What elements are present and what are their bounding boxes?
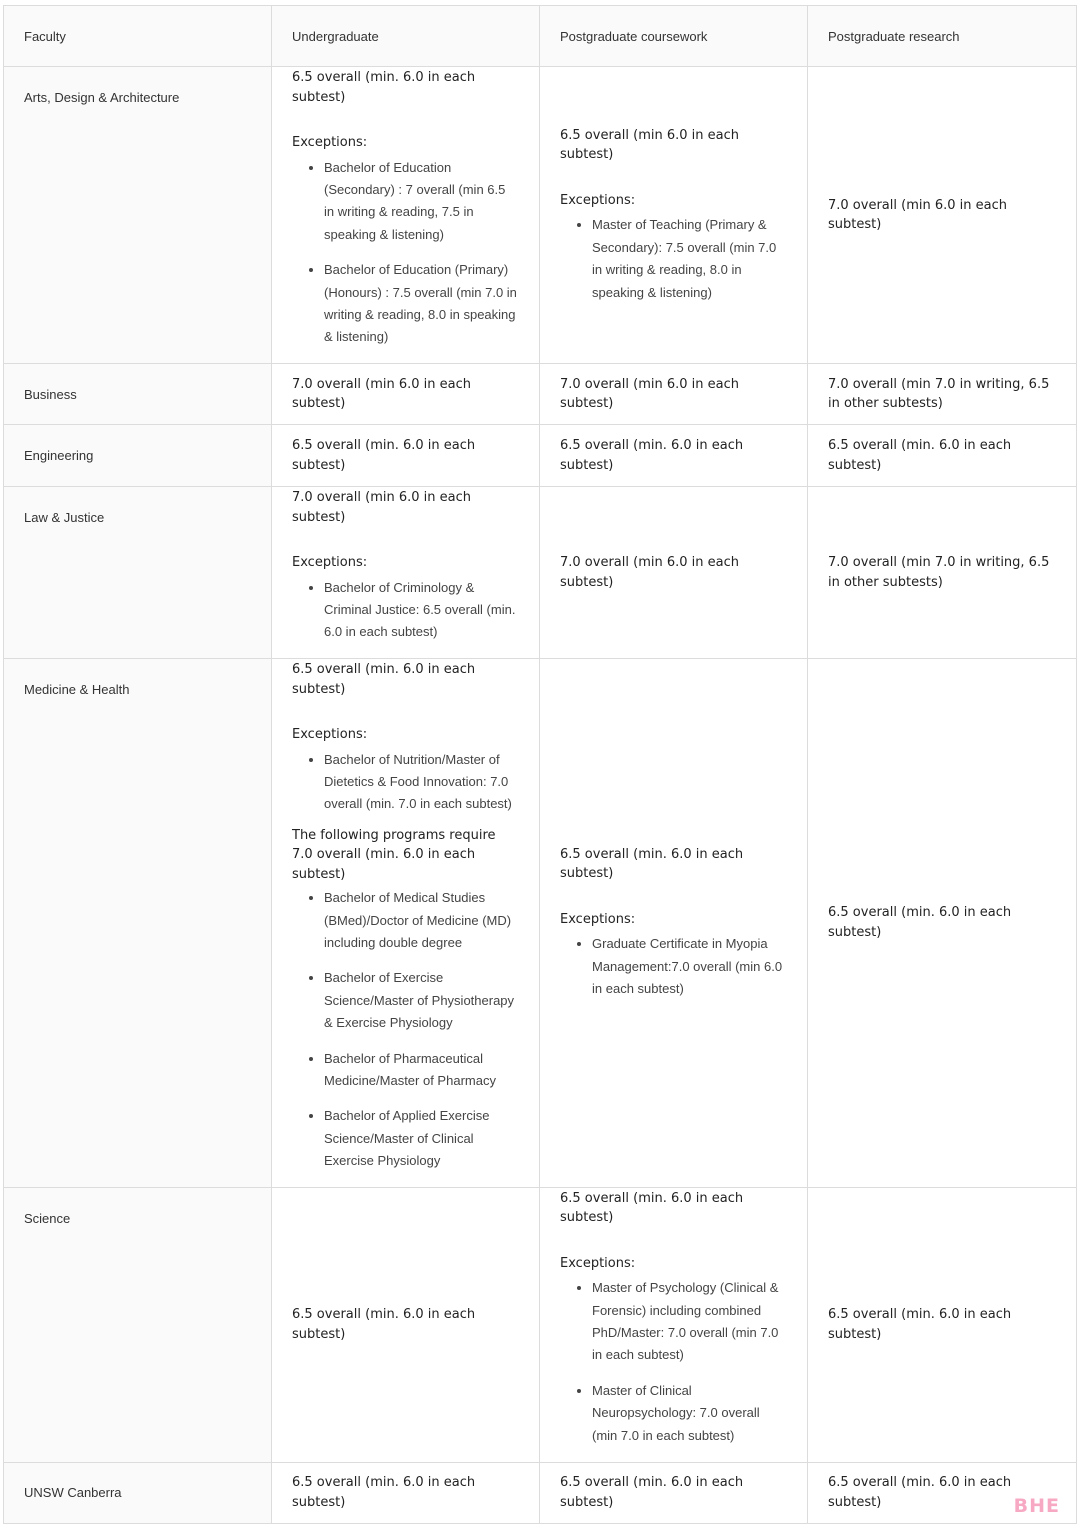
- requirement-text: 6.5 overall (min. 6.0 in each subtest): [828, 905, 1012, 940]
- programs-list: [292, 887, 519, 1172]
- exceptions-list: [560, 214, 787, 304]
- table-row: [4, 1187, 1077, 1462]
- header-undergraduate: Undergraduate: [272, 6, 540, 67]
- list-item: • Bachelor of Exercise Science/Master of Physiotherapy & Exercise Physiology: [324, 967, 519, 1034]
- list-item: • Bachelor of Medical Studies (BMed)/Doctor of Medicine (MD) including double degree: [324, 887, 519, 954]
- postgraduate-coursework-cell: [540, 659, 808, 1188]
- faculty-cell: Medicine & Health: [4, 659, 272, 1188]
- requirement-text: 6.5 overall (min. 6.0 in each subtest): [560, 438, 744, 473]
- undergraduate-cell: [272, 1187, 540, 1462]
- list-item: • Bachelor of Applied Exercise Science/Master of Clinical Exercise Physiology: [324, 1105, 519, 1172]
- exceptions-label: Exceptions:: [560, 1255, 636, 1271]
- list-item: • Bachelor of Criminology & Criminal Justice: 6.5 overall (min. 6.0 in each subtest): [324, 577, 519, 644]
- requirement-text: 7.0 overall (min 6.0 in each subtest): [560, 376, 739, 411]
- undergraduate-cell: [272, 364, 540, 425]
- table-row: [4, 67, 1077, 364]
- postgraduate-research-cell: [808, 487, 1077, 659]
- postgraduate-research-cell: [808, 364, 1077, 425]
- english-requirements-table: [3, 5, 1077, 1524]
- faculty-cell: Engineering: [4, 425, 272, 487]
- requirement-text: 6.5 overall (min. 6.0 in each subtest): [560, 1190, 744, 1226]
- watermark-logo: BHE: [1013, 1495, 1060, 1517]
- requirement-text: 7.0 overall (min 7.0 in writing, 6.5 in other subtests): [828, 376, 1050, 411]
- faculty-cell: UNSW Canberra: [4, 1462, 272, 1523]
- requirement-text: 6.5 overall (min. 6.0 in each subtest): [560, 1475, 744, 1510]
- header-faculty: Faculty: [4, 6, 272, 67]
- exceptions-list: [292, 157, 519, 349]
- list-item: • Bachelor of Education (Primary) (Honours) : 7.5 overall (min 7.0 in writing & reading, 8.0 in speaking & listening): [324, 259, 519, 349]
- faculty-cell: Arts, Design & Architecture: [4, 67, 272, 364]
- requirement-text: 6.5 overall (min. 6.0 in each subtest): [292, 70, 476, 105]
- list-item: • Bachelor of Nutrition/Master of Dietetics & Food Innovation: 7.0 overall (min. 7.0 in each subtest): [324, 749, 519, 816]
- postgraduate-coursework-cell: [540, 1187, 808, 1462]
- header-postgraduate-coursework: Postgraduate coursework: [540, 6, 808, 67]
- requirement-text: 6.5 overall (min. 6.0 in each subtest): [292, 1475, 476, 1510]
- table-row: [4, 487, 1077, 659]
- list-item: • Master of Psychology (Clinical & Forensic) including combined PhD/Master: 7.0 overall (min 7.0 in each subtest): [592, 1277, 787, 1367]
- faculty-cell: Science: [4, 1187, 272, 1462]
- postgraduate-research-cell: [808, 659, 1077, 1188]
- exceptions-list: [560, 1277, 787, 1447]
- table-row: [4, 1462, 1077, 1523]
- exceptions-list: [292, 577, 519, 644]
- exceptions-list: [560, 933, 787, 1000]
- undergraduate-cell: [272, 1462, 540, 1523]
- list-item: • Bachelor of Pharmaceutical Medicine/Master of Pharmacy: [324, 1048, 519, 1093]
- requirement-text: 6.5 overall (min. 6.0 in each subtest): [292, 1307, 476, 1342]
- table-row: [4, 659, 1077, 1188]
- table-row: [4, 425, 1077, 487]
- requirement-text: 6.5 overall (min. 6.0 in each subtest): [560, 846, 744, 882]
- postgraduate-coursework-cell: [540, 67, 808, 364]
- requirement-text: 6.5 overall (min 6.0 in each subtest): [560, 127, 739, 163]
- postgraduate-coursework-cell: [540, 425, 808, 487]
- requirement-text: 6.5 overall (min. 6.0 in each subtest): [292, 438, 476, 473]
- exceptions-label: Exceptions:: [292, 135, 368, 150]
- postgraduate-research-cell: [808, 425, 1077, 487]
- list-item: • Graduate Certificate in Myopia Management:7.0 overall (min 6.0 in each subtest): [592, 933, 787, 1000]
- exceptions-label: Exceptions:: [292, 555, 368, 570]
- list-item: • Master of Teaching (Primary & Secondary): 7.5 overall (min 7.0 in writing & reading, 8.0 in speaking & listening): [592, 214, 787, 304]
- requirement-text: 7.0 overall (min 7.0 in writing, 6.5 in other subtests): [828, 555, 1050, 590]
- postgraduate-research-cell: [808, 67, 1077, 364]
- header-postgraduate-research: Postgraduate research: [808, 6, 1077, 67]
- undergraduate-cell: [272, 425, 540, 487]
- exceptions-label: Exceptions:: [560, 192, 636, 208]
- requirement-text: 6.5 overall (min. 6.0 in each subtest): [292, 662, 476, 697]
- requirement-text: 7.0 overall (min 6.0 in each subtest): [292, 376, 471, 411]
- header-row: [4, 6, 1077, 67]
- list-item: • Bachelor of Education (Secondary) : 7 overall (min 6.5 in writing & reading, 7.5 in speaking & listening): [324, 157, 519, 247]
- postgraduate-research-cell: [808, 1187, 1077, 1462]
- table-row: [4, 364, 1077, 425]
- postgraduate-coursework-cell: [540, 364, 808, 425]
- requirement-text: 6.5 overall (min. 6.0 in each subtest): [828, 438, 1012, 473]
- postgraduate-coursework-cell: [540, 1462, 808, 1523]
- list-item: • Master of Clinical Neuropsychology: 7.0 overall (min 7.0 in each subtest): [592, 1380, 787, 1447]
- undergraduate-cell: [272, 487, 540, 659]
- exceptions-list: [292, 749, 519, 816]
- requirement-text: 7.0 overall (min 6.0 in each subtest): [828, 197, 1007, 232]
- undergraduate-cell: [272, 659, 540, 1188]
- requirements-table-wrapper: [3, 5, 1076, 1524]
- requirement-text: 7.0 overall (min 6.0 in each subtest): [292, 490, 471, 525]
- requirement-text: 6.5 overall (min. 6.0 in each subtest): [828, 1475, 1012, 1510]
- faculty-cell: Law & Justice: [4, 487, 272, 659]
- exceptions-label: Exceptions:: [560, 911, 636, 927]
- undergraduate-cell: [272, 67, 540, 364]
- faculty-cell: Business: [4, 364, 272, 425]
- requirement-text: 7.0 overall (min 6.0 in each subtest): [560, 555, 739, 590]
- exceptions-label: Exceptions:: [292, 727, 368, 742]
- requirement-text: 6.5 overall (min. 6.0 in each subtest): [828, 1307, 1012, 1342]
- postgraduate-coursework-cell: [540, 487, 808, 659]
- additional-requirement-text: The following programs require 7.0 overall (min. 6.0 in each subtest): [292, 827, 496, 882]
